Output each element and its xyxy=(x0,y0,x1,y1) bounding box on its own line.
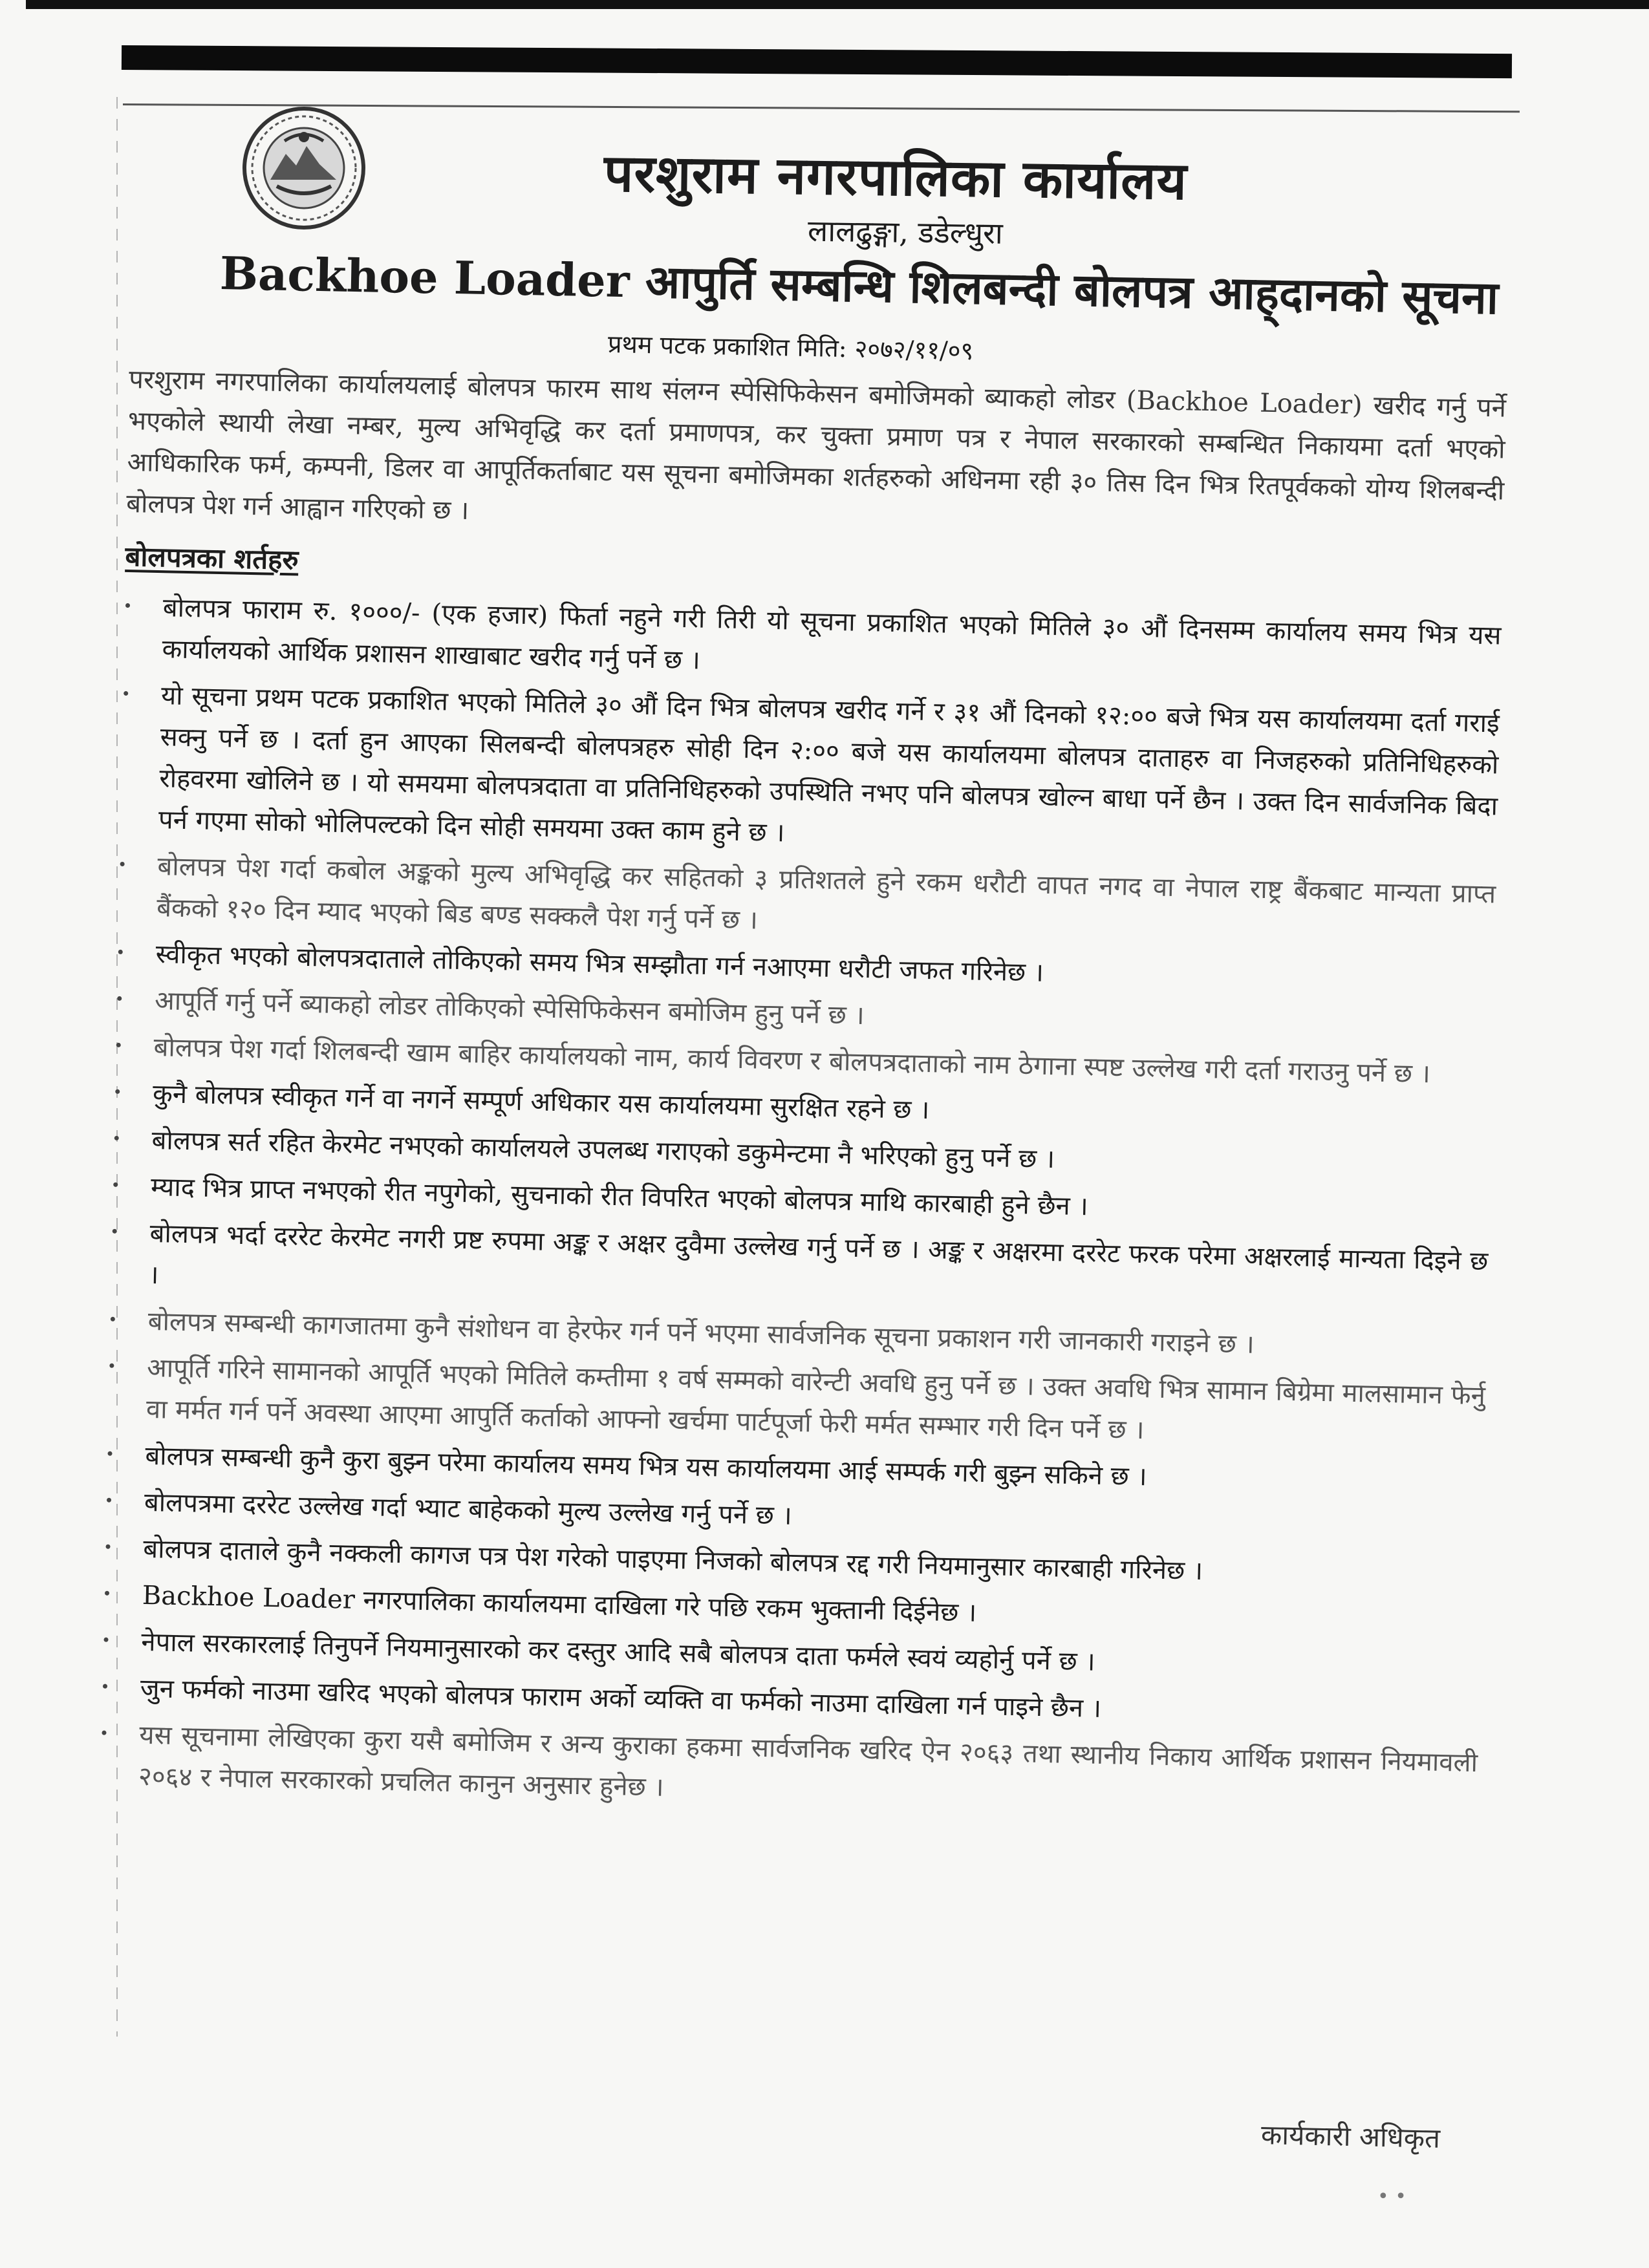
term-item: बोलपत्र सम्बन्धी कागजातमा कुनै संशोधन वा हेरफेर गर्न पर्ने भएमा सार्वजनिक सूचना प्रकाशन गरी जानकारी गराइने छ । xyxy=(147,1301,1487,1370)
office-title: परशुराम नगरपालिका कार्यालय xyxy=(603,142,1188,211)
term-item: स्वीकृत भएको बोलपत्रदाताले तोकिएको समय भित्र सम्झौता गर्न नआएमा धरौटी जफत गरिनेछ । xyxy=(155,934,1494,1003)
publication-date: प्रथम पटक प्रकाशित मिति: २०७२/११/०९ xyxy=(607,330,974,365)
term-item: जुन फर्मको नाउमा खरिद भएको बोलपत्र फाराम अर्को व्यक्ति वा फर्मको नाउमा दाखिला गर्न पाइने छैन । xyxy=(140,1668,1479,1737)
term-item: म्याद भित्र प्राप्त नभएको रीत नपुगेको, सुचनाको रीत विपरित भएको बोलपत्र माथि कारबाही हुने छैन । xyxy=(151,1166,1490,1236)
header-black-band xyxy=(122,45,1512,78)
signature-title: कार्यकारी अधिकृत xyxy=(1260,2119,1441,2154)
term-item: बोलपत्र फाराम रु. १०००/- (एक हजार) फिर्ता नहुने गरी तिरी यो सूचना प्रकाशित भएको मितिले ३० औं दिनसम्म कार्यालय समय भित्र यस कार्यालयको आर्थिक प्रशासन शाखाबाट खरीद गर्नु पर्ने छ । xyxy=(162,587,1502,698)
term-item: बोलपत्र सम्बन्धी कुनै कुरा बुझ्न परेमा कार्यालय समय भित्र यस कार्यालयमा आई सम्पर्क गरी बुझ्न सकिने छ । xyxy=(145,1435,1484,1504)
term-item: बोलपत्र भर्दा दररेट केरमेट नगरी प्रष्ट रुपमा अङ्क र अक्षर दुवैमा उल्लेख गर्नु पर्ने छ । अङ्क र अक्षरमा दररेट फरक परेमा अक्षरलाई मान्यता दिइने छ । xyxy=(149,1213,1489,1323)
intro-paragraph: परशुराम नगरपालिका कार्यालयलाई बोलपत्र फारम साथ संलग्न स्पेसिफिकेसन बमोजिमको ब्याकहो लोडर (Backhoe Loader) खरीद गर्नु पर्ने भएकोले स्थायी लेखा नम्बर, मुल्य अभिवृद्धि कर दर्ता प्रमाणपत्र, कर चुक्ता प्रमाण पत्र र नेपाल सरकारको सम्बन्धित निकायमा दर्ता भएको आधिकारिक फर्म, कम्पनी, डिलर वा आपूर्तिकर्ताबाट यस सूचना बमोजिमका शर्तहरुको अधिनमा रही ३० तिस दिन भित्र रितपूर्वकको योग्य शिलबन्दी बोलपत्र पेश गर्न आह्वान गरिएको छ । xyxy=(125,364,1507,526)
terms-heading: बोलपत्रका शर्तहरु xyxy=(125,540,299,576)
term-item: आपूर्ति गरिने सामानको आपूर्ति भएको मितिले कम्तीमा १ वर्ष सम्मको वारेन्टी अवधि हुनु पर्ने छ । उक्त अवधि भित्र सामान बिग्रेमा मालसामान फेर्नु वा मर्मत गर्न पर्ने अवस्था आएमा आपुर्ति कर्ताको आफ्नो खर्चमा पार्टपूर्जा फेरी मर्मत सम्भार गरी दिन पर्ने छ । xyxy=(146,1347,1485,1458)
scan-speck: • • xyxy=(1377,2185,1406,2208)
term-item: बोलपत्र दाताले कुनै नक्कली कागज पत्र पेश गरेको पाइएमा निजको बोलपत्र रद्द गरी नियमानुसार कारबाही गरिनेछ । xyxy=(143,1528,1482,1598)
term-item: बोलपत्र सर्त रहित केरमेट नभएको कार्यालयले उपलब्ध गराएको डकुमेन्टमा नै भरिएको हुनु पर्ने छ । xyxy=(151,1120,1491,1189)
term-item: कुनै बोलपत्र स्वीकृत गर्ने वा नगर्ने सम्पूर्ण अधिकार यस कार्यालयमा सुरक्षित रहने छ । xyxy=(153,1073,1492,1142)
terms-list xyxy=(99,586,1502,1825)
term-item: आपूर्ति गर्नु पर्ने ब्याकहो लोडर तोकिएको स्पेसिफिकेसन बमोजिम हुनु पर्ने छ । xyxy=(155,980,1494,1049)
office-address: लालढुङ्गा, डडेल्धुरा xyxy=(807,213,1004,251)
term-item: यस सूचनामा लेखिएका कुरा यसै बमोजिम र अन्य कुराका हकमा सार्वजनिक खरिद ऐन २०६३ तथा स्थानीय निकाय आर्थिक प्रशासन नियमावली २०६४ र नेपाल सरकारको प्रचलित कानुन अनुसार हुनेछ । xyxy=(138,1715,1478,1825)
term-item: बोलपत्र पेश गर्दा शिलबन्दी खाम बाहिर कार्यालयको नाम, कार्य विवरण र बोलपत्रदाताको नाम ठेगाना स्पष्ट उल्लेख गरी दर्ता गराउनु पर्ने छ । xyxy=(153,1027,1493,1096)
term-item: बोलपत्र पेश गर्दा कबोल अङ्कको मुल्य अभिवृद्धि कर सहितको ३ प्रतिशतले हुने रकम धरौटी वापत नगद वा नेपाल राष्ट्र बैंकबाट मान्यता प्राप्त बैंकको १२० दिन म्याद भएको बिड बण्ड सक्कलै पेश गर्नु पर्ने छ । xyxy=(156,846,1496,956)
term-item: यो सूचना प्रथम पटक प्रकाशित भएको मितिले ३० औं दिन भित्र बोलपत्र खरीद गर्ने र ३१ औं दिनको १२:०० बजे भित्र यस कार्यालयमा दर्ता गराई सक्नु पर्ने छ । दर्ता हुन आएका सिलबन्दी बोलपत्रहरु सोही दिन २:०० बजे यस कार्यालयमा बोलपत्र दाताहरु वा निजहरुको प्रतिनिधिहरुको रोहवरमा खोलिने छ । यो समयमा बोलपत्रदाता वा प्रतिनिधिहरुको उपस्थिति नभए पनि बोलपत्र खोल्न बाधा पर्ने छैन । उक्त दिन सार्वजनिक बिदा पर्न गएमा सोको भोलिपल्टको दिन सोही समयमा उक्त काम हुने छ । xyxy=(158,675,1500,868)
scan-edge-bar xyxy=(26,0,1649,9)
notice-body xyxy=(99,359,1506,1830)
term-item: Backhoe Loader नगरपालिका कार्यालयमा दाखिला गरे पछि रकम भुक्तानी दिईनेछ । xyxy=(142,1575,1481,1644)
term-item: बोलपत्रमा दररेट उल्लेख गर्दा भ्याट बाहेकको मुल्य उल्लेख गर्नु पर्ने छ । xyxy=(144,1482,1483,1551)
notice-subject: Backhoe Loader आपुर्ति सम्बन्धि शिलबन्दी बोलपत्र आह्‌दानको सूचना xyxy=(219,246,1499,325)
term-item: नेपाल सरकारलाई तिनुपर्ने नियमानुसारको कर दस्तुर आदि सबै बोलपत्र दाता फर्मले स्वयं व्यहोर्नु पर्ने छ । xyxy=(141,1621,1480,1691)
